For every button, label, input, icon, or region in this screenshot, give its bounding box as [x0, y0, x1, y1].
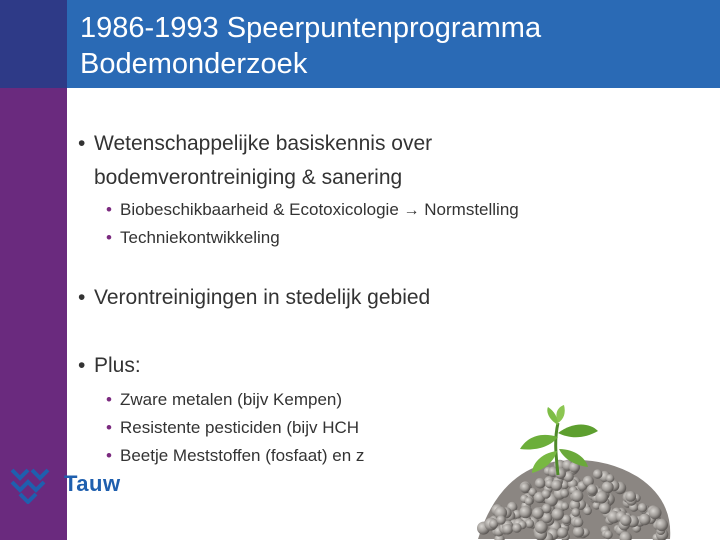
arrow-icon: → [403, 202, 420, 219]
sub-bullet-glyph: • [106, 390, 112, 409]
sub-bullet-1-1-target: Normstelling [424, 200, 519, 219]
sub-bullet-glyph: • [106, 228, 112, 247]
sub-bullet-glyph: • [106, 446, 112, 465]
bullet-glyph: • [78, 286, 86, 309]
sub-bullet-3-3 [106, 442, 364, 470]
bullet-3 [78, 350, 141, 382]
bullet-1-text: Wetenschappelijke basiskennis over [94, 132, 433, 155]
sub-bullet-1-2 [106, 224, 280, 252]
sub-bullet-glyph: • [106, 418, 112, 437]
bullet-2 [78, 282, 430, 314]
bullet-2-text: Verontreinigingen in stedelijk gebied [94, 286, 431, 309]
sub-bullet-glyph: • [106, 200, 112, 219]
bullet-1-continuation: bodemverontreiniging & sanering [94, 166, 403, 189]
bullet-3-text: Plus: [94, 354, 141, 377]
left-accent-bar-top [0, 0, 67, 88]
bullet-1 [78, 128, 432, 160]
bullet-glyph: • [78, 354, 86, 377]
sub-bullet-3-2-text: Resistente pesticiden (bijv HCH [120, 418, 360, 437]
tauw-logo-icon [8, 466, 52, 509]
title-line-2: Bodemonderzoek [80, 48, 308, 80]
sub-bullet-1-2-text: Techniekontwikkeling [120, 228, 280, 247]
sub-bullet-3-3-text: Beetje Meststoffen (fosfaat) en z [120, 446, 365, 465]
bullet-glyph: • [78, 132, 86, 155]
tauw-logo-text: Tauw [64, 471, 121, 496]
sub-bullet-1-1 [106, 196, 519, 225]
title-line-1: 1986-1993 Speerpuntenprogramma [80, 12, 542, 44]
sub-bullet-3-1-text: Zware metalen (bijv Kempen) [120, 390, 343, 409]
sub-bullet-1-1-text: Biobeschikbaarheid & Ecotoxicologie [120, 200, 399, 219]
sub-bullet-3-2 [106, 414, 359, 442]
slide-title [80, 10, 700, 82]
seedling-on-pellets-image [408, 405, 720, 540]
sub-bullet-3-1 [106, 386, 342, 414]
